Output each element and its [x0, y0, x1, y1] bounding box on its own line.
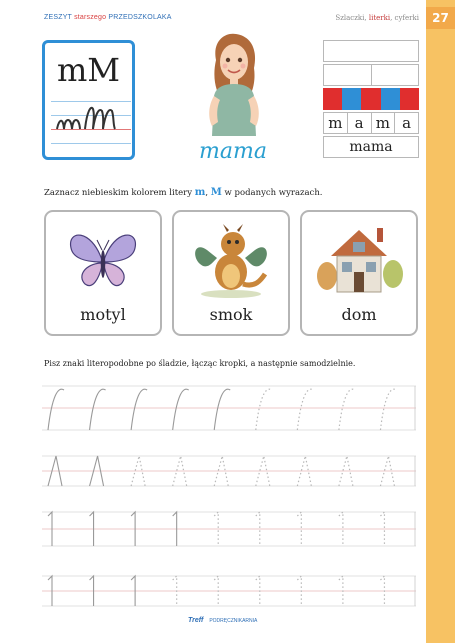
tracing-practice-area[interactable]	[40, 380, 420, 620]
scheme-row-word: mama	[323, 136, 419, 158]
sound-cell	[342, 88, 361, 110]
sound-cell	[400, 88, 419, 110]
letter-cell: m	[371, 113, 395, 133]
footer-logos	[188, 617, 257, 624]
dotted-trace-glyph[interactable]	[380, 389, 396, 430]
trace-glyph[interactable]	[48, 389, 64, 430]
scheme-row-sentence	[323, 40, 419, 62]
side-strip	[426, 0, 455, 643]
scheme-row-syllables	[323, 64, 419, 86]
letter-cell: a	[347, 113, 371, 133]
printed-letters: mM	[56, 51, 121, 89]
sound-cell	[381, 88, 400, 110]
word-scheme-grid	[323, 40, 419, 158]
svg-text:mama: mama	[199, 139, 267, 164]
script-letters	[51, 101, 131, 147]
letter-cell: a	[394, 113, 418, 133]
sound-cell	[323, 88, 342, 110]
publisher-logo: Treff	[188, 617, 204, 624]
subject-title: Szlaczki, literki, cyferki	[335, 14, 419, 22]
dotted-trace-glyph[interactable]	[297, 389, 313, 430]
series-title: ZESZYT starszego PRZEDSZKOLAKA	[44, 14, 172, 21]
mama-script-word	[183, 136, 283, 164]
picture-card-smok	[172, 210, 290, 336]
script-letters-lines	[51, 101, 131, 147]
scheme-row-sounds	[323, 88, 419, 110]
butterfly-icon	[55, 220, 151, 300]
sound-cell	[361, 88, 380, 110]
letter-card	[42, 40, 135, 160]
dotted-trace-glyph[interactable]	[256, 389, 272, 430]
trace-glyph[interactable]	[131, 389, 147, 430]
trace-glyph[interactable]	[173, 389, 189, 430]
dragon-icon	[183, 220, 279, 300]
picture-card-dom	[300, 210, 418, 336]
trace-glyph[interactable]	[90, 389, 106, 430]
picture-label: dom	[341, 305, 377, 324]
dotted-trace-glyph[interactable]	[339, 389, 355, 430]
trace-glyph[interactable]	[214, 389, 230, 430]
girl-illustration	[196, 30, 272, 140]
letter-cell: m	[328, 114, 343, 132]
page-number: 27	[426, 7, 455, 29]
house-icon	[311, 220, 407, 300]
picture-label: smok	[209, 305, 253, 324]
instruction-trace: Pisz znaki literopodobne po śladzie, łącząc kropki, a następnie samodzielnie.	[44, 359, 356, 368]
picture-label: motyl	[80, 305, 126, 324]
scheme-row-letters	[323, 112, 419, 134]
partner-logo: PODRĘCZNIKARNIA	[209, 617, 258, 624]
instruction-mark-letters: Zaznacz niebieskim kolorem litery m, M w podanych wyrazach.	[44, 187, 323, 198]
picture-card-motyl	[44, 210, 162, 336]
